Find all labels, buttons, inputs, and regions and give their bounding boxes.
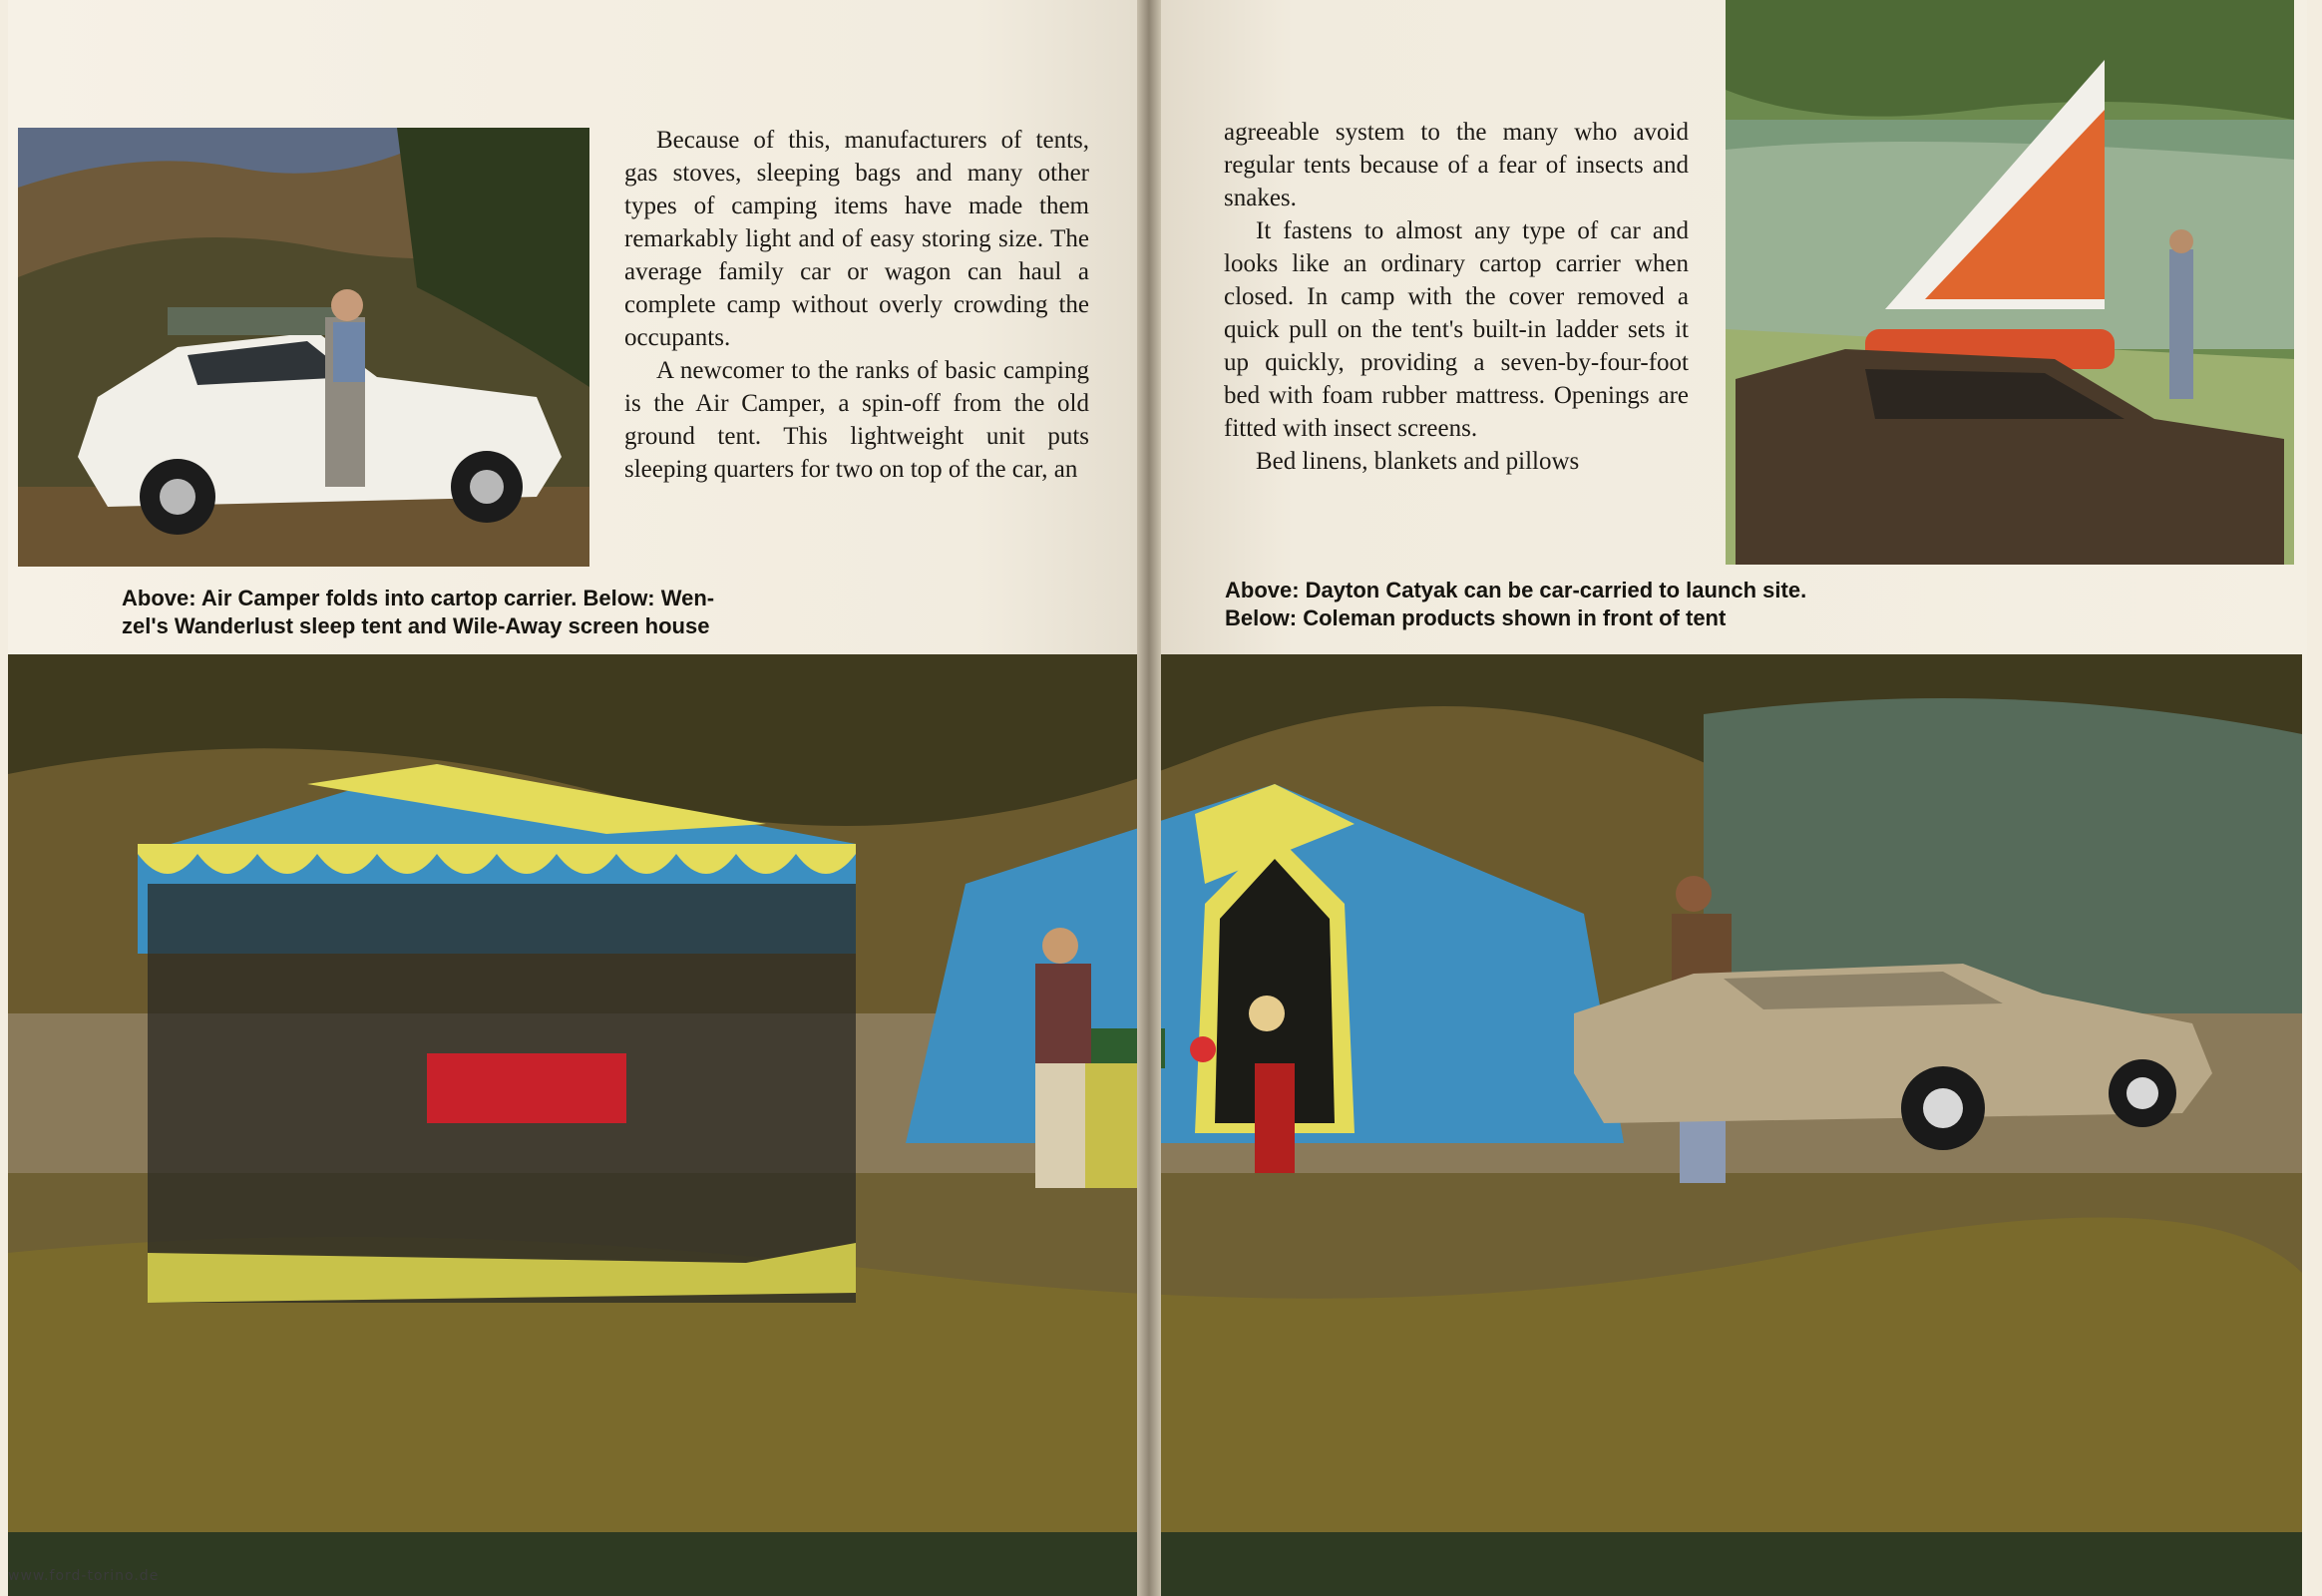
right-paragraph-3: Bed linens, blankets and pillows <box>1256 448 1580 475</box>
right-caption-line-1: Above: Dayton Catyak can be car-carried to launch site. <box>1225 578 1807 602</box>
right-paragraph-1: agreeable system to the many who avoid regular tents because of a fear of insects and snakes. <box>1224 119 1689 211</box>
photo-air-camper-car <box>18 128 589 567</box>
left-paragraph-1: Because of this, manufacturers of tents, gas stoves, sleeping bags and many other types of camping items have made them remarkably light and of easy storing size. The average family car or wagon can haul a complete camp without overly crowding the occupants. <box>624 127 1089 351</box>
left-caption-line-2: zel's Wanderlust sleep tent and Wile-Away screen house <box>122 613 710 638</box>
left-caption-line-1: Above: Air Camper folds into cartop carrier. Below: Wen- <box>122 586 715 610</box>
right-caption-line-2: Below: Coleman products shown in front of tent <box>1225 605 1727 630</box>
site-watermark: www.ford-torino.de <box>8 1568 160 1584</box>
left-paragraph-2: A newcomer to the ranks of basic camping is the Air Camper, a spin-off from the old ground tent. This lightweight unit puts sleeping quarters for two on top of the car, an <box>624 357 1089 483</box>
catyak-illustration <box>1726 0 2294 565</box>
left-caption <box>122 585 880 640</box>
page-gutter <box>1137 0 1161 1596</box>
right-article-text <box>1224 116 1689 478</box>
right-caption <box>1225 577 1983 632</box>
photo-catyak-sailboat <box>1726 0 2294 565</box>
right-paragraph-2: It fastens to almost any type of car and looks like an ordinary cartop carrier when closed. In camp with the cover removed a quick pull on the tent's built-in ladder sets it up quickly, providing a seven-by-four-foot bed with foam rubber mattress. Openings are fitted with insect screens. <box>1224 217 1689 442</box>
left-article-text <box>624 124 1089 486</box>
air-camper-illustration <box>18 128 589 567</box>
